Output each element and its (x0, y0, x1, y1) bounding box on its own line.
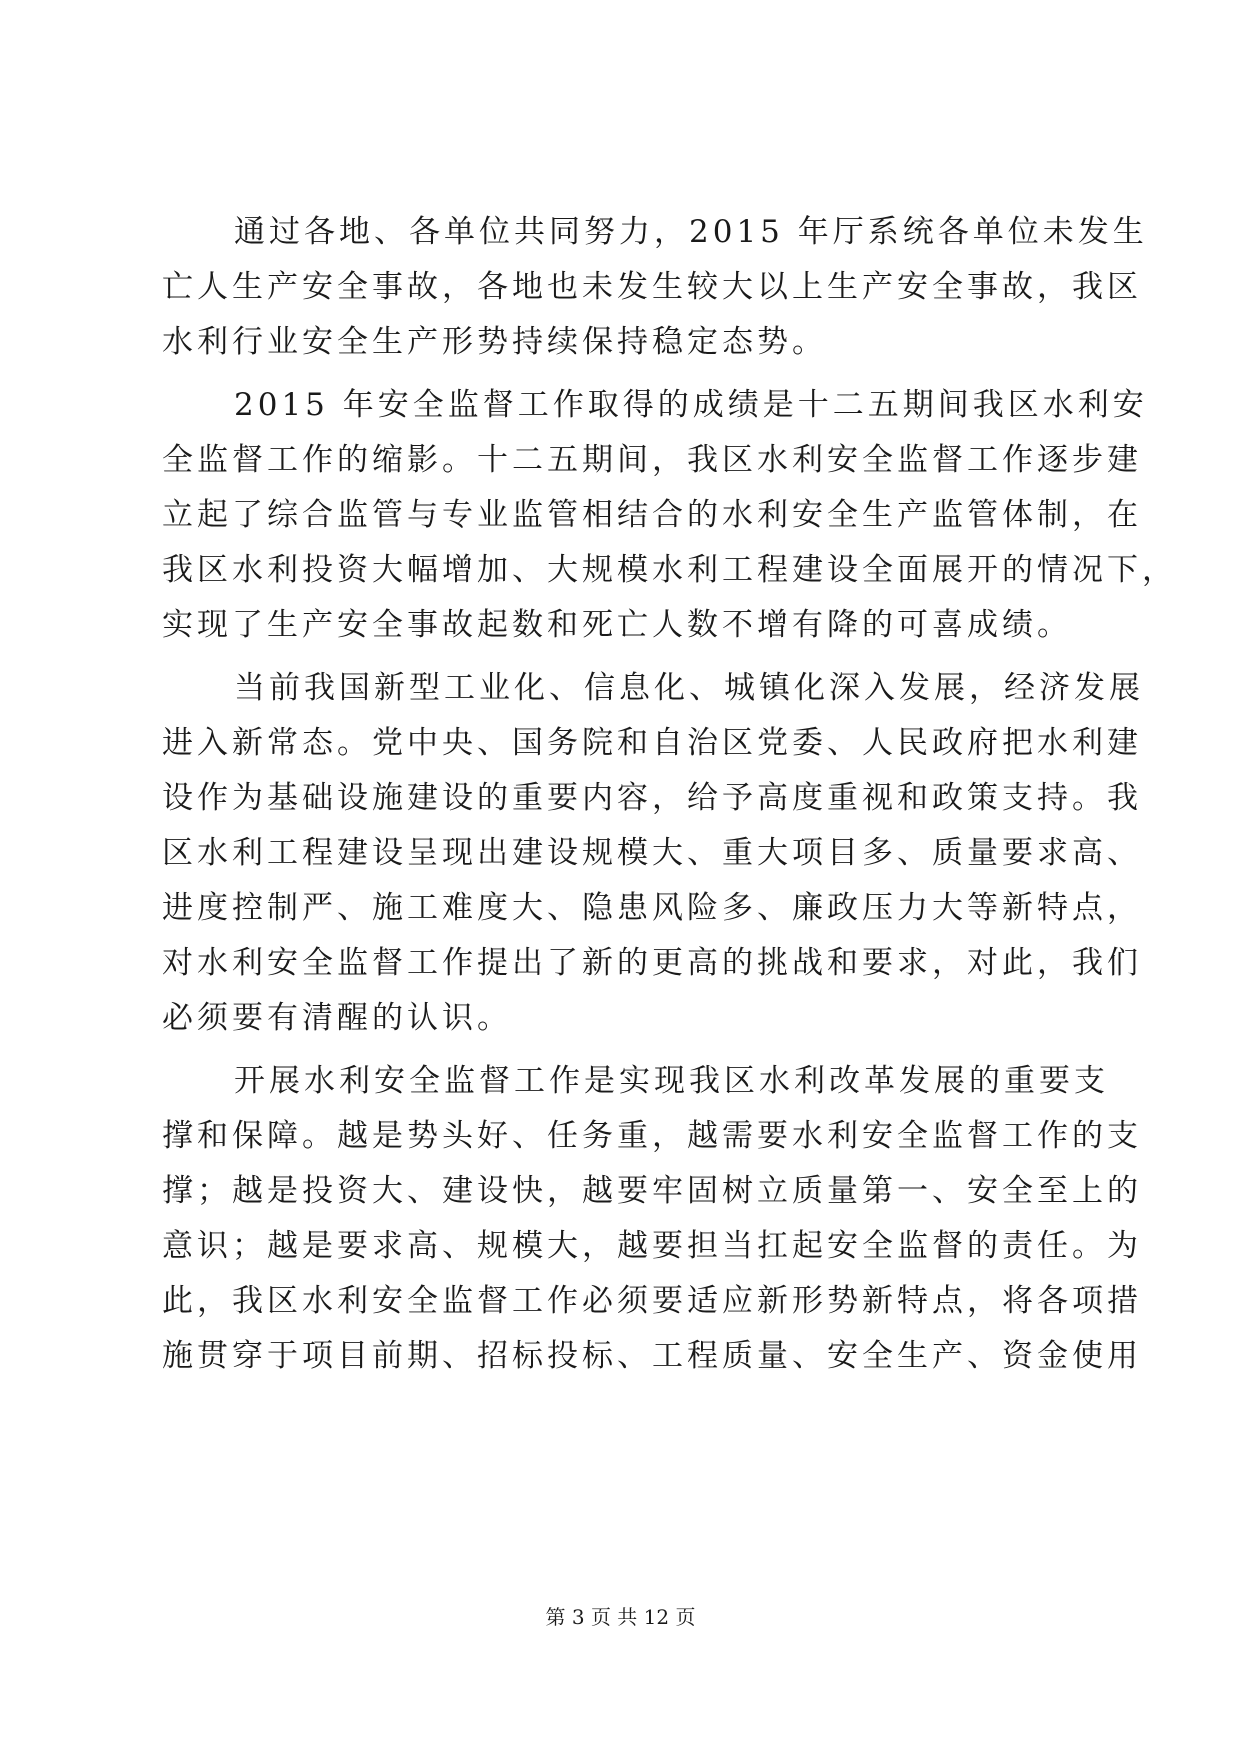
page-number: 第 3 页 共 12 页 (545, 1605, 696, 1629)
text-line: 此，我区水利安全监督工作必须要适应新形势新特点，将各项措 (162, 1283, 1142, 1319)
paragraph (162, 661, 1144, 1046)
text-line: 亡人生产安全事故，各地也未发生较大以上生产安全事故，我区 (162, 269, 1142, 305)
text-line: 撑和保障。越是势头好、任务重，越需要水利安全监督工作的支 (162, 1118, 1142, 1154)
paragraph (162, 1054, 1142, 1384)
text-line: 开展水利安全监督工作是实现我区水利改革发展的重要支 (234, 1063, 1109, 1099)
text-line: 水利行业安全生产形势持续保持稳定态势。 (162, 324, 827, 360)
text-line: 设作为基础设施建设的重要内容，给予高度重视和政策支持。我 (162, 780, 1142, 816)
text-line: 我区水利投资大幅增加、大规模水利工程建设全面展开的情况下， (162, 552, 1177, 588)
text-line: 立起了综合监管与专业监管相结合的水利安全生产监管体制，在 (162, 497, 1142, 533)
paragraph (162, 205, 1148, 370)
text-line: 必须要有清醒的认识。 (162, 1000, 512, 1036)
paragraph (162, 378, 1177, 653)
text-line: 进度控制严、施工难度大、隐患风险多、廉政压力大等新特点， (162, 890, 1142, 926)
text-line: 撑；越是投资大、建设快，越要牢固树立质量第一、安全至上的 (162, 1173, 1142, 1209)
text-line: 施贯穿于项目前期、招标投标、工程质量、安全生产、资金使用 (162, 1338, 1142, 1374)
text-line: 对水利安全监督工作提出了新的更高的挑战和要求，对此，我们 (162, 945, 1142, 981)
text-line: 实现了生产安全事故起数和死亡人数不增有降的可喜成绩。 (162, 607, 1072, 643)
text-line: 2015 年安全监督工作取得的成绩是十二五期间我区水利安 (234, 387, 1148, 423)
text-line: 当前我国新型工业化、信息化、城镇化深入发展，经济发展 (234, 670, 1144, 706)
text-line: 进入新常态。党中央、国务院和自治区党委、人民政府把水利建 (162, 725, 1142, 761)
text-line: 全监督工作的缩影。十二五期间，我区水利安全监督工作逐步建 (162, 442, 1142, 478)
text-line: 通过各地、各单位共同努力，2015 年厅系统各单位未发生 (234, 214, 1148, 250)
text-line: 区水利工程建设呈现出建设规模大、重大项目多、质量要求高、 (162, 835, 1142, 871)
text-line: 意识；越是要求高、规模大，越要担当扛起安全监督的责任。为 (162, 1228, 1142, 1264)
document-body (162, 205, 1177, 1384)
